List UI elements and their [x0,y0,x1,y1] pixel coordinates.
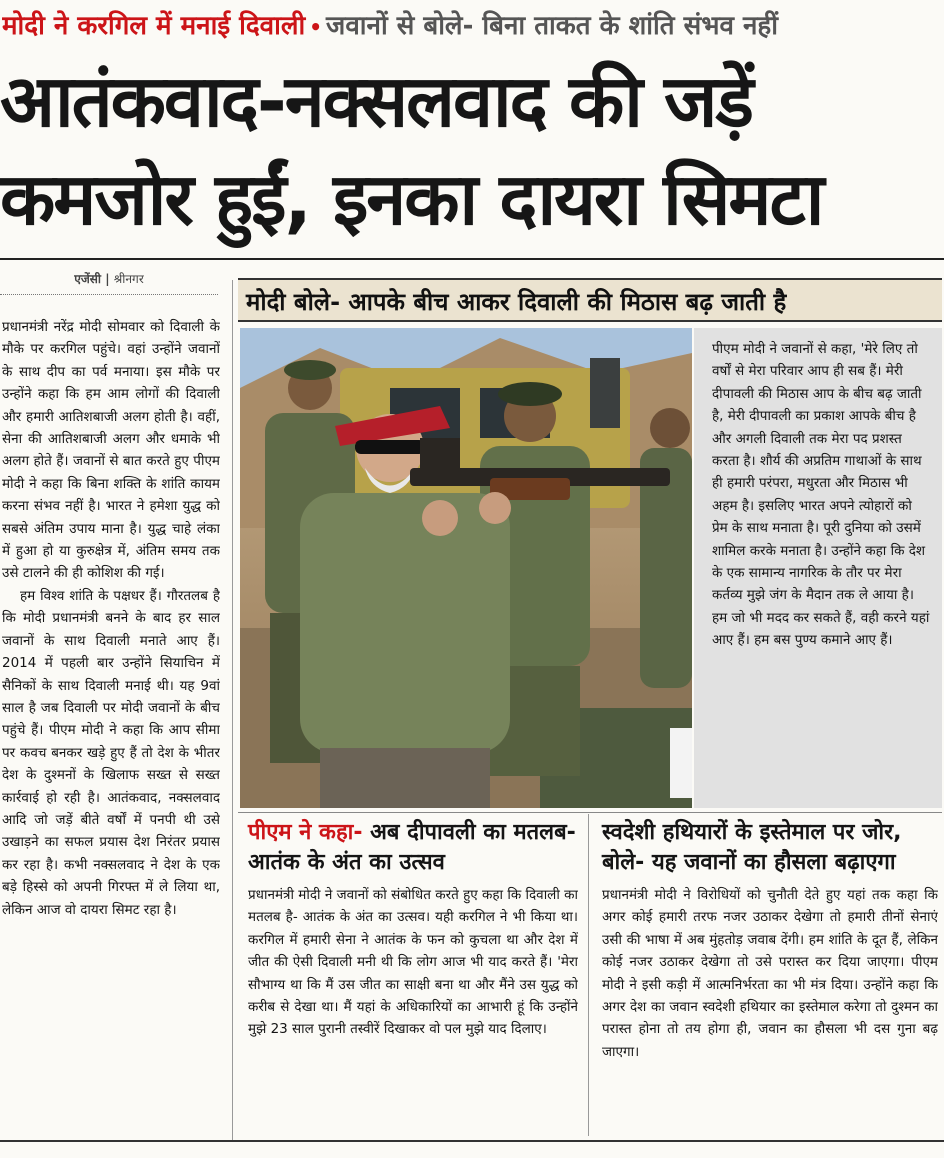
story-right-body: प्रधानमंत्री मोदी ने विरोधियों को चुनौती देते हुए यहां तक कहा कि अगर कोई हमारी तरफ नजर उठाकर देखेगा तो हमारी तीनों सेनाएं उसी की भाषा में अब मुंहतोड़ जवाब देंगी। हम शांति के दूत हैं, लेकिन कोई नजर उठाकर देखेगा तो उसे परास्त कर दिया जाएगा। पीएम मोदी ने इसी कड़ी में आत्मनिर्भरता का भी मंत्र दिया। उन्होंने कहा कि अगर देश का जवान स्वदेशी हथियार का इस्तेमाल करेगा तो दुश्मन का परास्त होना तो तय होगा ही, जवान का हौसला भी दस गुना बढ़ जाएगा। [602,887,938,1060]
kicker-red: मोदी ने करगिल में मनाई दिवाली [2,11,306,41]
headline-line-2: कमजोर हुईं, इनका दायरा सिमटा [0,157,823,241]
story-middle-heading-red: पीएम ने कहा- [248,820,363,845]
kicker-subtitle: जवानों से बोले- बिना ताकत के शांति संभव नहीं [326,11,778,41]
left-story-paragraph-2: हम विश्व शांति के पक्षधर हैं। गौरतलब है कि मोदी प्रधानमंत्री बनने के बाद हर साल जवानों के साथ दिवाली मनाते आए हैं। 2014 में पहली बार उन्होंने सियाचिन में सैनिकों के साथ दिवाली मनाई थी। यह 9वां साल है जब दिवाली पर मोदी जवानों के बीच पहुंचे हैं। पीएम मोदी ने कहा कि आप सीमा पर कवच बनकर खड़े हुए हैं तो देश के भीतर देश के दुश्मनों के खिलाफ सख्त से सख्त कार्रवाई हो रही है। आतंकवाद, नक्सलवाद आदि जो जड़ें बीते वर्षों में पनपी थी उसे उखाड़ने का सफल प्रयास देश निरंतर प्रयास कर रहा है। कभी नक्सलवाद ने देश के एक बड़े हिस्से को अपनी गिरफ्त में ले लिया था, लेकिन आज वो दायरा सिमट रहा है। [2,587,220,918]
left-story-paragraph-1: प्रधानमंत्री नरेंद्र मोदी सोमवार को दिवाली के मौके पर करगिल पहुंचे। वहां उन्होंने जवानों के साथ दीप का पर्व मनाया। इस मौके पर उन्होंने कहा कि हम आम लोगों की दिवाली और हमारी आतिशबाजी अलग होती है। वहीं, सेना की आतिशबाजी अलग और धमाके भी अलग होते हैं। जवानों से बात करते हुए पीएम मोदी ने कहा कि बिना शक्ति के शांति कायम करना संभव नहीं है। भारत ने हमेशा युद्ध को सबसे अंतिम उपाय माना है। युद्ध चाहे लंका में हुआ हो या कुरुक्षेत्र में, अंतिम समय तक उसे टालने की ही कोशिश की गई। [2,319,220,582]
headline-rule [0,258,944,260]
story-banner: मोदी बोले- आपके बीच आकर दिवाली की मिठास बढ़ जाती है [238,278,942,322]
kicker-line [2,6,942,46]
page-bottom-rule [0,1140,944,1142]
section-divider-horizontal [238,812,942,813]
kicker-dot: • [309,15,323,39]
column-divider-right [588,814,589,1136]
headline-line-1: आतंकवाद-नक्सलवाद की जड़ें [0,59,752,143]
story-middle-body: प्रधानमंत्री मोदी ने जवानों को संबोधित करते हुए कहा कि दिवाली का मतलब है- आतंक के अंत का उत्सव। यही करगिल ने भी किया था। करगिल में हमारी सेना ने आतंक के फन को कुचला था और देश में जीत की ऐसी दिवाली मनी थी कि लोग आज भी याद करते हैं। 'मेरा सौभाग्य था कि मैं उस जीत का साक्षी बना था और मैंने उस युद्ध को करीब से देखा था। मैं यहां के अधिकारियों का आभारी हूं कि उन्होंने मुझे 23 साल पुरानी तस्वीरें दिखाकर वो पल मुझे याद दिलाए। [248,887,578,1038]
quote-box: पीएम मोदी ने जवानों से कहा, 'मेरे लिए तो वर्षों से मेरा परिवार आप ही सब हैं। मेरी दीपावली की मिठास आप के बीच बढ़ जाती है, मेरी दीपावली का प्रकाश आपके बीच है और अगली दिवाली तक मेरा पद प्रशस्त करता है। शौर्य की अप्रतिम गाथाओं के साथ ही हमारी परंपरा, मधुरता और मिठास भी अहम है। इसलिए भारत अपने त्योहारों को प्रेम के साथ मनाता है। पूरी दुनिया को उसमें शामिल करके मनाता है। उन्होंने कहा कि देश के एक सामान्य नागरिक के तौर पर मेरा कर्तव्य मुझे जंग के मैदान तक ले आया है। हम जो भी मदद कर सकते हैं, वही करने यहां आए हैं। हम बस पुण्य कमाने आए हैं। [694,328,942,808]
news-photo [240,328,692,808]
story-middle-heading-rest: अब दीपावली का मतलब- आतंक के अंत का उत्सव [248,820,576,875]
byline-city: श्रीनगर [113,272,144,286]
byline [0,270,218,287]
column-divider-left [232,280,233,1140]
byline-divider [0,294,218,295]
byline-separator: | [105,272,110,286]
photo-illustration [240,328,692,808]
main-headline [0,52,944,248]
left-story [2,316,220,1136]
story-right-heading: स्वदेशी हथियारों के इस्तेमाल पर जोर, बोले- यह जवानों का हौसला बढ़ाएगा [602,820,902,875]
story-middle-heading [248,818,578,878]
byline-agency: एजेंसी [74,272,102,286]
